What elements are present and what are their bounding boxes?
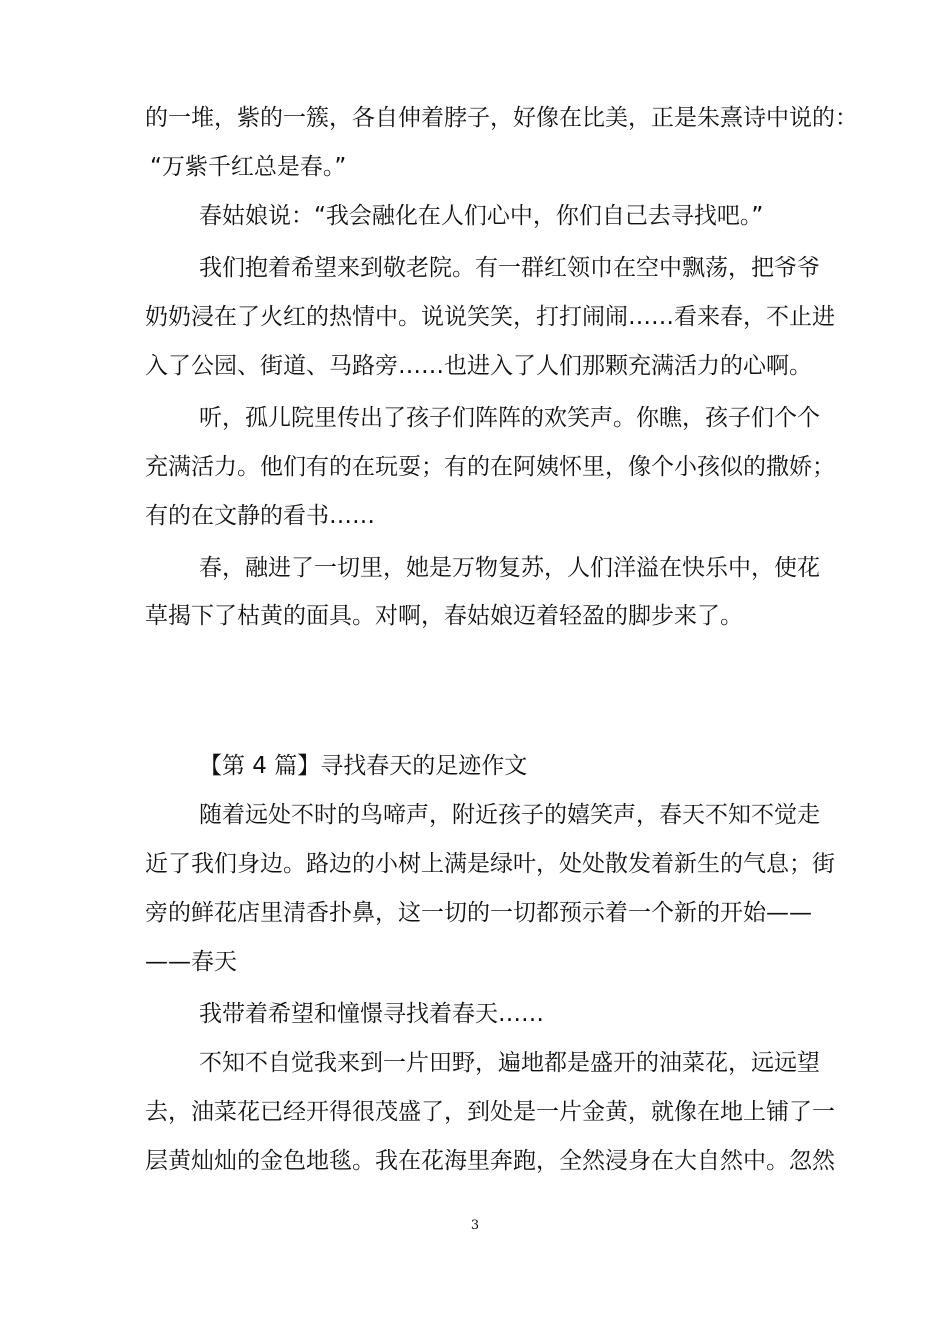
- paragraph-line: ——春天: [145, 949, 237, 975]
- paragraph-line: 旁的鲜花店里清香扑鼻，这一切的一切都预示着一个新的开始——: [145, 900, 812, 926]
- paragraph-line: 不知不自觉我来到一片田野，遍地都是盛开的油菜花，远远望: [199, 1050, 820, 1076]
- paragraph-line: 我们抱着希望来到敬老院。有一群红领巾在空中飘荡，把爷爷: [199, 255, 820, 281]
- paragraph-line: 充满活力。他们有的在玩耍；有的在阿姨怀里，像个小孩似的撒娇；: [145, 454, 835, 480]
- paragraph-line: 随着远处不时的鸟啼声，附近孩子的嬉笑声，春天不知不觉走: [199, 802, 820, 828]
- paragraph-line: 的一堆，紫的一簇，各自伸着脖子，好像在比美，正是朱熹诗中说的：: [145, 105, 858, 131]
- paragraph-line: 近了我们身边。路边的小树上满是绿叶，处处散发着新生的气息；街: [145, 851, 835, 877]
- paragraph-line: 去，油菜花已经开得很茂盛了，到处是一片金黄，就像在地上铺了一: [145, 1099, 835, 1125]
- section-heading: 【第 4 篇】寻找春天的足迹作文: [199, 753, 528, 779]
- paragraph-line: 层黄灿灿的金色地毯。我在花海里奔跑，全然浸身在大自然中。忽然: [145, 1148, 835, 1174]
- paragraph-line: 奶奶浸在了火红的热情中。说说笑笑，打打闹闹……看来春，不止进: [145, 304, 835, 330]
- paragraph-line: 草揭下了枯黄的面具。对啊，春姑娘迈着轻盈的脚步来了。: [145, 603, 743, 629]
- paragraph-line: 春姑娘说：“我会融化在人们心中，你们自己去寻找吧。”: [199, 203, 764, 229]
- paragraph-line: 我带着希望和憧憬寻找着春天……: [199, 1001, 544, 1027]
- paragraph-line: 入了公园、街道、马路旁……也进入了人们那颗充满活力的心啊。: [145, 353, 812, 379]
- page-number: 3: [470, 1218, 480, 1233]
- paragraph-line: 春，融进了一切里，她是万物复苏，人们洋溢在快乐中，使花: [199, 555, 820, 581]
- paragraph-line: “万紫千红总是春。”: [150, 154, 347, 180]
- paragraph-line: 听，孤儿院里传出了孩子们阵阵的欢笑声。你瞧，孩子们个个: [199, 405, 820, 431]
- paragraph-line: 有的在文静的看书……: [145, 503, 375, 529]
